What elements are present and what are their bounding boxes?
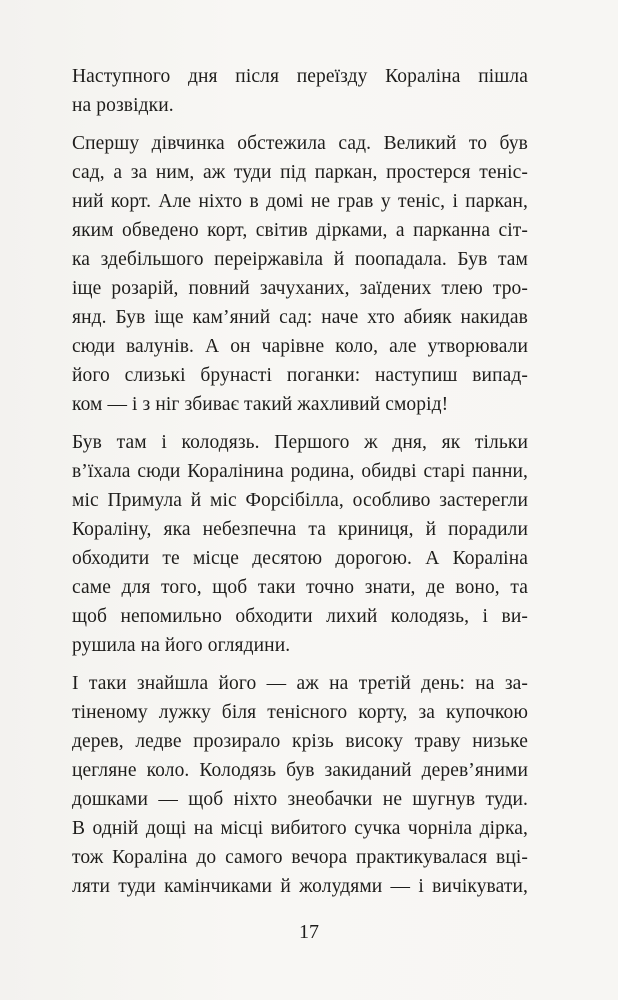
text-line: обходити те місце десятою дорогою. А Кораліна [72, 548, 528, 569]
text-line: його слизькі брунасті поганки: наступиш випад- [72, 365, 528, 386]
text-line: ком — і з ніг збиває такий жахливий сморід! [72, 394, 449, 415]
paragraph-4 [72, 669, 528, 901]
text-line: ка здебільшого переіржавіла й поопадала. Був там [72, 249, 528, 270]
text-line: ляти туди камінчиками й жолудями — і вичікувати, [72, 876, 528, 897]
text-line: сад, а за ним, аж туди під паркан, простерся теніс- [72, 162, 528, 183]
text-line: Був там і колодязь. Першого ж дня, як тільки [72, 432, 528, 453]
text-line: на розвідки. [72, 95, 174, 116]
text-line: цегляне коло. Колодязь був закиданий дерев’яними [72, 760, 528, 781]
text-line: щоб непомильно обходити лихий колодязь, і ви- [72, 606, 528, 627]
paragraph-1 [72, 62, 528, 120]
text-line: іще розарій, повний зачуханих, заїдених тлею тро- [72, 278, 528, 299]
text-line: ний корт. Але ніхто в домі не грав у теніс, і паркан, [72, 191, 528, 212]
text-line: міс Примула й міс Форсібілла, особливо застерегли [72, 490, 528, 511]
page-number: 17 [299, 921, 319, 943]
text-line: тож Кораліна до самого вечора практикувалася вці- [72, 847, 528, 868]
text-line: І таки знайшла його — аж на третій день: на за- [72, 673, 528, 694]
text-line: Спершу дівчинка обстежила сад. Великий то був [72, 133, 528, 154]
text-line: саме для того, щоб таки точно знати, де воно, та [72, 577, 528, 598]
text-line: В одній дощі на місці вибитого сучка чорніла дірка, [72, 818, 528, 839]
paragraph-2 [72, 129, 528, 419]
text-line: в’їхала сюди Коралінина родина, обидві старі панни, [72, 461, 528, 482]
text-line: дерев, ледве прозирало крізь високу траву низьке [72, 731, 528, 752]
text-line: яким обведено корт, світив дірками, а парканна сіт- [72, 220, 528, 241]
text-line: рушила на його оглядини. [72, 635, 291, 656]
text-line: сюди валунів. А он чарівне коло, але утворювали [72, 336, 528, 357]
text-line: Наступного дня після переїзду Кораліна пішла [72, 66, 528, 87]
text-line: дошками — щоб ніхто знеобачки не шугнув туди. [72, 789, 528, 810]
text-line: Кораліну, яка небезпечна та криниця, й порадили [72, 519, 528, 540]
text-line: тіненому лужку біля тенісного корту, за купочкою [72, 702, 528, 723]
text-line: янд. Був іще кам’яний сад: наче хто абияк накидав [72, 307, 528, 328]
body-text [72, 62, 528, 901]
paragraph-3 [72, 428, 528, 660]
